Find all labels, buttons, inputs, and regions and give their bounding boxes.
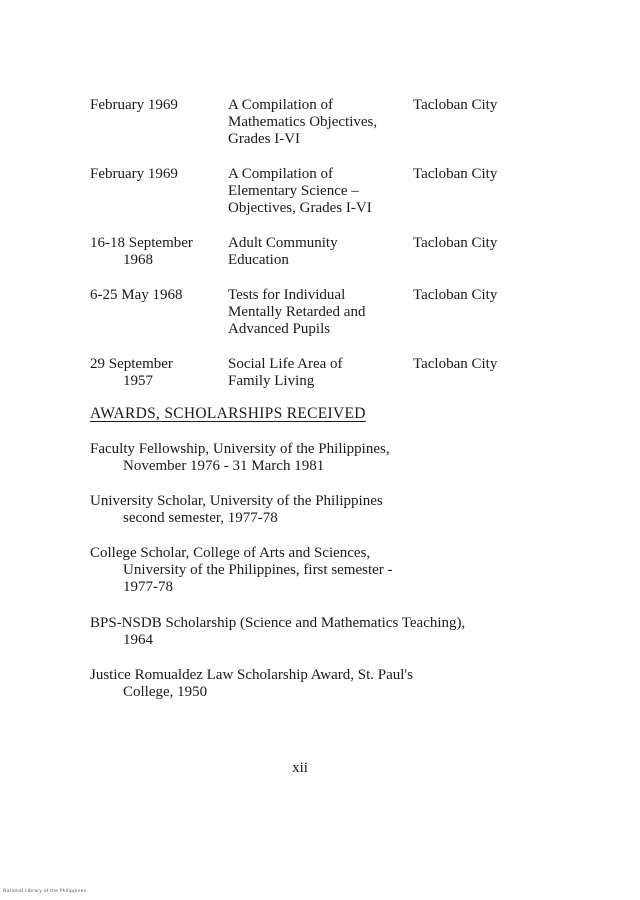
- activity-title: [228, 287, 428, 338]
- activity-title: [228, 356, 428, 390]
- award-line: second semester, 1977-78: [123, 510, 278, 526]
- activity-date-line: February 1969: [90, 97, 178, 113]
- activity-title-line: A Compilation of: [228, 166, 333, 182]
- award-entry: [90, 493, 383, 527]
- activity-date: [90, 166, 228, 183]
- activity-title-line: Family Living: [228, 373, 315, 389]
- award-entry: [90, 545, 393, 596]
- award-line: College Scholar, College of Arts and Sciences,: [90, 545, 371, 561]
- award-line: 1964: [123, 632, 153, 648]
- library-footer-mark: National Library of the Philippines: [3, 889, 87, 894]
- activity-title-line: A Compilation of: [228, 97, 333, 113]
- award-line: University Scholar, University of the Philippines: [90, 493, 383, 509]
- activity-title: [228, 97, 428, 148]
- activity-place: Tacloban City: [413, 356, 498, 372]
- activity-place: Tacloban City: [413, 287, 498, 303]
- activity-date-line: 16-18 September: [90, 235, 193, 251]
- activity-date-line: 29 September: [90, 356, 173, 372]
- activity-date: [90, 235, 228, 269]
- activity-date-line: February 1969: [90, 166, 178, 182]
- activity-date: [90, 356, 228, 390]
- award-line: University of the Philippines, first semester -: [123, 562, 393, 578]
- activity-place: Tacloban City: [413, 235, 498, 251]
- activity-date: [90, 287, 228, 304]
- activity-title-line: Mathematics Objectives,: [228, 114, 378, 130]
- award-line: Justice Romualdez Law Scholarship Award, St. Paul's: [90, 667, 413, 683]
- activity-place: Tacloban City: [413, 166, 498, 182]
- activity-title-line: Mentally Retarded and: [228, 304, 366, 320]
- award-entry: [90, 441, 390, 475]
- activity-title-line: Grades I-VI: [228, 131, 301, 147]
- activity-date-line: 1968: [123, 252, 153, 268]
- awards-heading-text: AWARDS, SCHOLARSHIPS RECEIVED: [90, 405, 366, 422]
- award-entry: [90, 615, 465, 649]
- award-line: College, 1950: [123, 684, 208, 700]
- award-line: 1977-78: [123, 579, 173, 595]
- page-number: xii: [292, 760, 308, 776]
- award-line: BPS-NSDB Scholarship (Science and Mathematics Teaching),: [90, 615, 466, 631]
- activity-place: Tacloban City: [413, 97, 498, 113]
- activity-title-line: Social Life Area of: [228, 356, 343, 372]
- activity-title-line: Tests for Individual: [228, 287, 346, 303]
- activity-date-line: 1957: [123, 373, 153, 389]
- activity-title: [228, 166, 428, 217]
- award-line: Faculty Fellowship, University of the Philippines,: [90, 441, 390, 457]
- award-entry: [90, 667, 413, 701]
- activity-title-line: Objectives, Grades I-VI: [228, 200, 372, 216]
- activity-date: [90, 97, 228, 114]
- activity-title-line: Elementary Science –: [228, 183, 359, 199]
- activity-title-line: Education: [228, 252, 289, 268]
- activity-title-line: Advanced Pupils: [228, 321, 331, 337]
- activity-title: [228, 235, 428, 269]
- award-line: November 1976 - 31 March 1981: [123, 458, 325, 474]
- activity-date-line: 6-25 May 1968: [90, 287, 183, 303]
- activity-title-line: Adult Community: [228, 235, 338, 251]
- awards-heading: [90, 405, 366, 423]
